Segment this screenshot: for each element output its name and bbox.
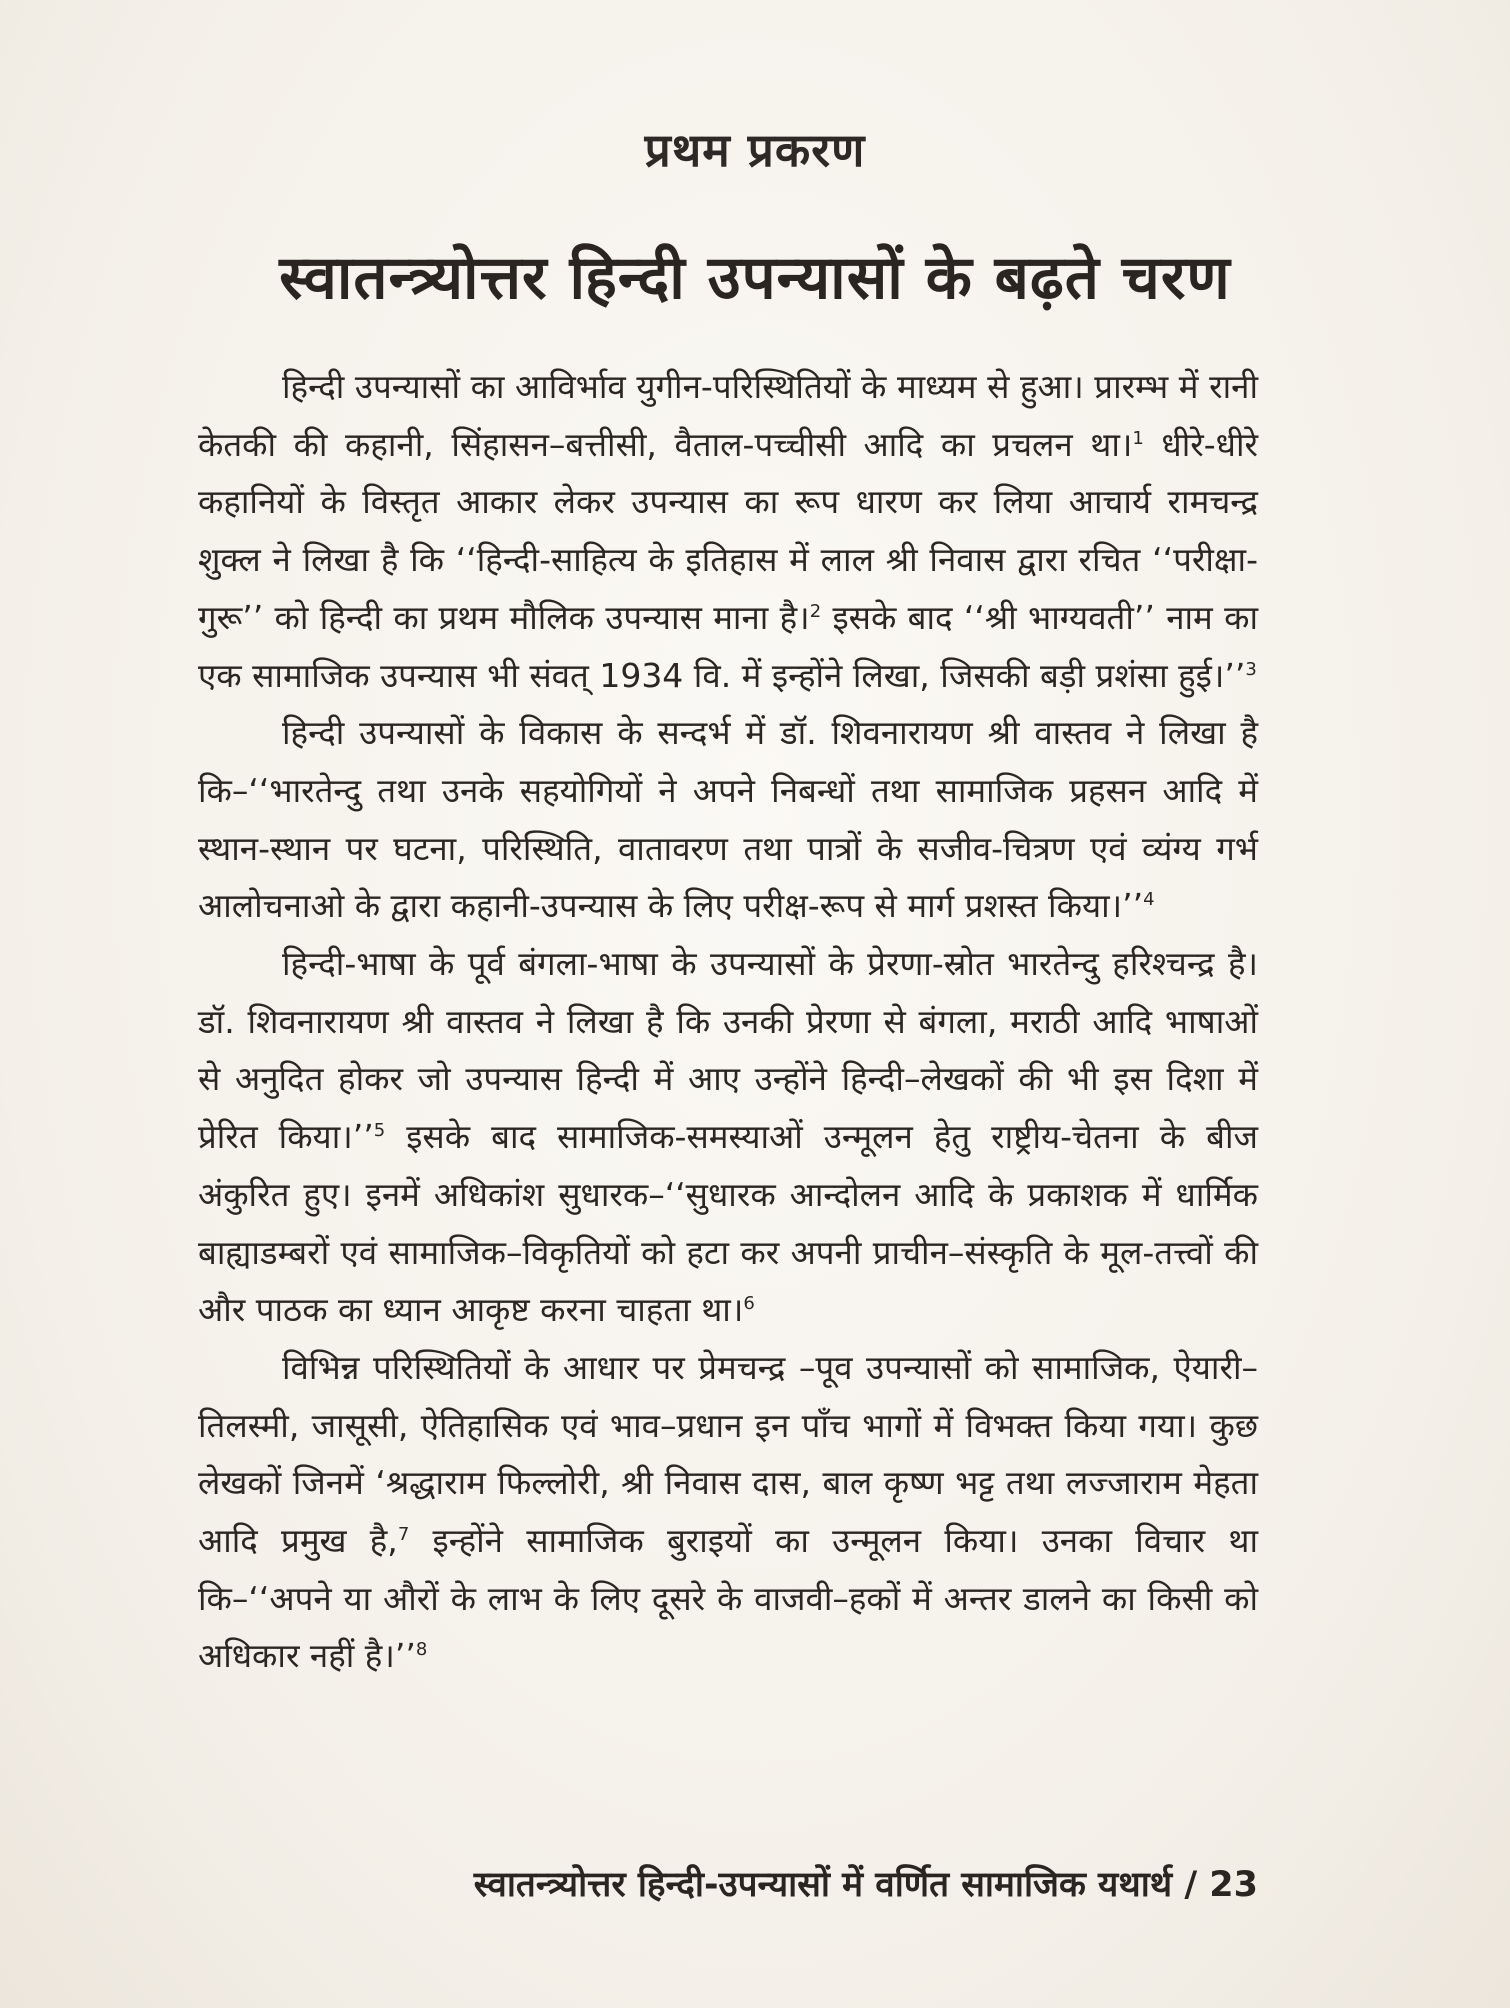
paragraph bbox=[198, 1339, 1258, 1685]
footnote-ref: 1 bbox=[1132, 427, 1144, 449]
footnote-ref: 5 bbox=[373, 1120, 386, 1142]
text-run: धीरे-धीरे कहानियों के विस्तृत आकार लेकर उपन्यास का रूप धारण कर लिया आचार्य रामचन्द्र शुक्ल ने लिखा है कि ‘‘हिन्दी-साहित्य के इतिहास में लाल श्री निवास द्वारा रचित ‘‘परीक्षा-गुरू’’ को हिन्दी का प्रथम मौलिक उपन्यास माना है। bbox=[198, 424, 1259, 637]
footnote-ref: 6 bbox=[743, 1293, 755, 1315]
running-footer: स्वातन्त्र्योत्तर हिन्दी-उपन्यासों में वर्णित सामाजिक यथार्थ / 23 bbox=[473, 1865, 1258, 1905]
footnote-ref: 8 bbox=[415, 1639, 428, 1661]
paragraph bbox=[198, 358, 1258, 704]
chapter-title: स्वातन्त्र्योत्तर हिन्दी उपन्यासों के बढ़ते चरण bbox=[279, 243, 1231, 313]
paragraph bbox=[198, 704, 1258, 935]
text-run: इसके बाद ‘‘श्री भाग्यवती’’ नाम का एक सामाजिक उपन्यास भी संवत् 1934 वि. में इन्होंने लिखा, जिसकी बड़ी प्रशंसा हुई।’’ bbox=[198, 597, 1258, 695]
text-run: हिन्दी उपन्यासों का आविर्भाव युगीन-परिस्थितियों के माध्यम से हुआ। प्रारम्भ में रानी केतकी की कहानी, सिंहासन–बत्तीसी, वैताल-पच्चीसी आदि का प्रचलन था। bbox=[198, 367, 1258, 464]
footnote-ref: 3 bbox=[1245, 658, 1257, 680]
body-text bbox=[198, 358, 1258, 1685]
text-run: हिन्दी उपन्यासों के विकास के सन्दर्भ में डॉ. शिवनारायण श्री वास्तव ने लिखा है कि–‘‘भारतेन्दु तथा उनके सहयोगियों ने अपने निबन्धों तथा सामाजिक प्रहसन आदि में स्थान-स्थान पर घटना, परिस्थिति, वातावरण तथा पात्रों के सजीव-चित्रण एवं व्यंग्य गर्भ आलोचनाओ के द्वारा कहानी-उपन्यास के लिए परीक्ष-रूप से मार्ग प्रशस्त किया।’’ bbox=[198, 713, 1258, 926]
footnote-ref: 2 bbox=[809, 600, 822, 622]
footnote-ref: 4 bbox=[1143, 889, 1155, 911]
text-run: विभिन्न परिस्थितियों के आधार पर प्रेमचन्द्र –पूव उपन्यासों को सामाजिक, ऐयारी–तिलस्मी, जासूसी, ऐतिहासिक एवं भाव–प्रधान इन पाँच भागों में विभक्त किया गया। कुछ लेखकों जिनमें ‘श्रद्धाराम फिल्लोरी, श्री निवास दास, बाल कृष्ण भट्ट तथा लज्जाराम मेहता आदि प्रमुख है, bbox=[198, 1347, 1258, 1561]
text-run: इन्होंने सामाजिक बुराइयों का उन्मूलन किया। उनका विचार था कि–‘‘अपने या औरों के लाभ के लिए दूसरे के वाजवी–हकों में अन्तर डालने का किसी को अधिकार नहीं है।’’ bbox=[198, 1521, 1259, 1676]
text-run: इसके बाद सामाजिक-समस्याओं उन्मूलन हेतु राष्ट्रीय-चेतना के बीज अंकुरित हुए। इनमें अधिकांश सुधारक–‘‘सुधारक आन्दोलन आदि के प्रकाशक में धार्मिक बाह्याडम्बरों एवं सामाजिक–विकृतियों को हटा कर अपनी प्राचीन–संस्कृति के मूल-तत्त्वों की और पाठक का ध्यान आकृष्ट करना चाहता था। bbox=[198, 1117, 1258, 1330]
text-run: हिन्दी-भाषा के पूर्व बंगला-भाषा के उपन्यासों के प्रेरणा-स्रोत भारतेन्दु हरिश्चन्द्र है। डॉ. शिवनारायण श्री वास्तव ने लिखा है कि उनकी प्रेरणा से बंगला, मराठी आदि भाषाओं से अनुदित होकर जो उपन्यास हिन्दी में आए उन्होंने हिन्दी–लेखकों की भी इस दिशा में प्रेरित किया।’’ bbox=[198, 944, 1258, 1157]
paragraph bbox=[198, 935, 1258, 1339]
chapter-label: प्रथम प्रकरण bbox=[644, 123, 866, 177]
footnote-ref: 7 bbox=[397, 1524, 410, 1546]
